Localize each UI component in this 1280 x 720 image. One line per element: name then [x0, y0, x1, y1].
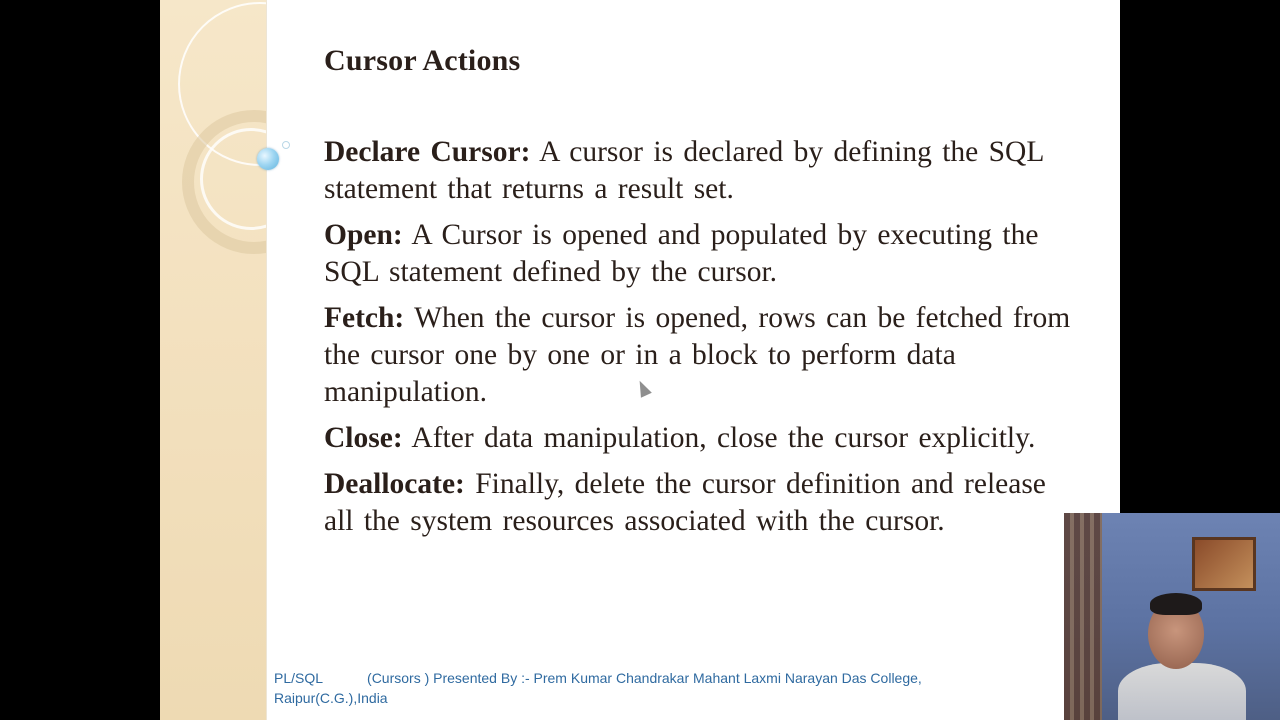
- small-bubble-icon: [282, 141, 290, 149]
- list-item-open: [324, 217, 1076, 291]
- term-label: Declare Cursor:: [324, 136, 531, 168]
- list-item-deallocate: [324, 466, 1076, 540]
- term-description: When the cursor is opened, rows can be fetched from the cursor one by one or in a block to perform data manipulation.: [324, 302, 1071, 408]
- term-description: After data manipulation, close the cursor explicitly.: [402, 422, 1036, 454]
- webcam-background-door: [1064, 513, 1102, 720]
- term-label: Fetch:: [324, 302, 405, 334]
- webcam-background-picture-frame: [1192, 537, 1256, 591]
- list-item-fetch: [324, 300, 1076, 411]
- slide-decorative-band: [160, 0, 266, 720]
- term-label: Deallocate:: [324, 468, 465, 500]
- decorative-divider: [266, 0, 267, 720]
- footer-subject: PL/SQL: [274, 670, 324, 686]
- list-item-declare: [324, 134, 1076, 208]
- bullet-bubble-icon: [257, 148, 279, 170]
- term-description: A Cursor is opened and populated by executing the SQL statement defined by the cursor.: [324, 219, 1039, 288]
- presenter-webcam-overlay: [1064, 513, 1280, 720]
- presenter-body: [1118, 663, 1246, 720]
- presentation-slide: [160, 0, 1120, 720]
- list-item-close: [324, 420, 1076, 457]
- term-description: A cursor is declared by defining the SQL statement that returns a result set.: [324, 136, 1044, 205]
- presenter-hair: [1150, 593, 1202, 615]
- slide-content: [324, 134, 1076, 549]
- slide-footer: [274, 668, 994, 708]
- footer-credit: (Cursors ) Presented By :- Prem Kumar Chandrakar Mahant Laxmi Narayan Das College, Raipur(C.G.),India: [274, 670, 922, 706]
- term-label: Close:: [324, 422, 403, 454]
- term-label: Open:: [324, 219, 403, 251]
- term-description: Finally, delete the cursor definition and release all the system resources associated with the cursor.: [324, 468, 1046, 537]
- slide-title: Cursor Actions: [324, 44, 521, 77]
